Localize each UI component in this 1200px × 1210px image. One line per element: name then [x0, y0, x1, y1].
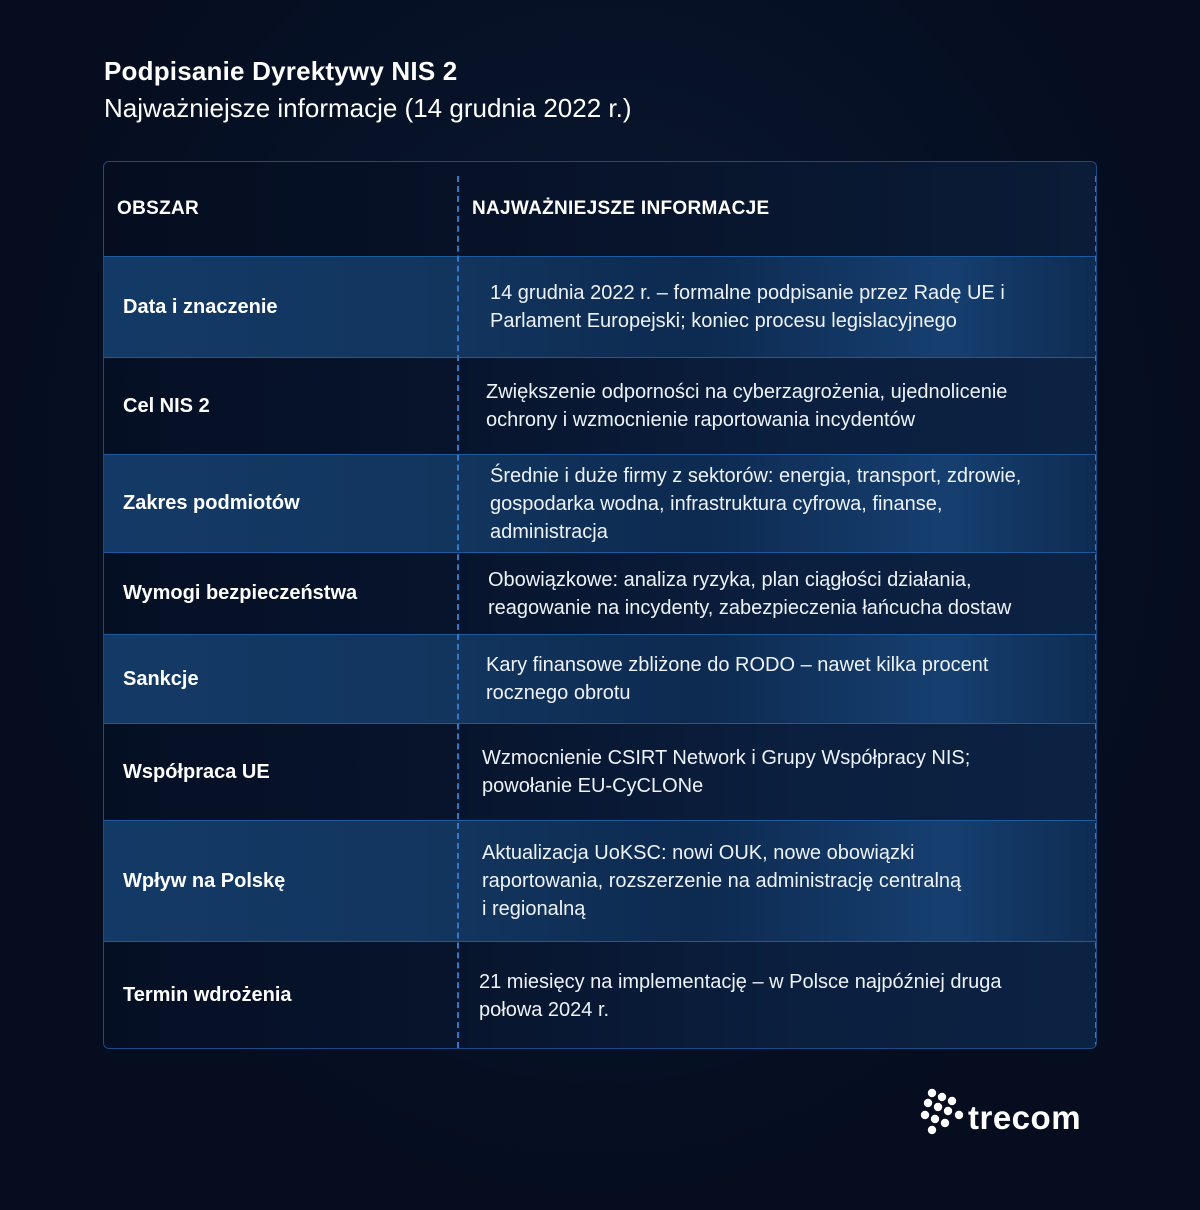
trecom-logo [920, 1088, 1105, 1136]
row-area-label: Sankcje [123, 667, 199, 690]
dots-logo-icon [920, 1088, 968, 1136]
logo-wordmark: trecom [968, 1099, 1082, 1136]
page-title: Podpisanie Dyrektywy NIS 2 [104, 56, 458, 86]
table-right-border [1095, 176, 1097, 1048]
row-info-text: 14 grudnia 2022 r. – formalne podpisanie przez Radę UE i Parlament Europejski; koniec procesu legislacyjnego [490, 282, 1005, 332]
column-header-info: NAJWAŻNIEJSZE INFORMACJE [472, 198, 770, 219]
column-divider [457, 176, 459, 1048]
table-row [104, 358, 1096, 455]
info-table [103, 161, 1097, 1049]
table-row [104, 821, 1096, 942]
row-area-label: Wpływ na Polskę [123, 869, 286, 892]
row-info-text: Obowiązkowe: analiza ryzyka, plan ciągłości działania, reagowanie na incydenty, zabezpieczenia łańcucha dostaw [488, 568, 1012, 619]
row-area-label: Data i znaczenie [123, 295, 278, 318]
row-info-text: Zwiększenie odporności na cyberzagrożenia, ujednolicenie ochrony i wzmocnienie raportowania incydentów [486, 381, 1008, 431]
table-row [104, 635, 1096, 724]
table-row [104, 257, 1096, 358]
row-area-label: Wymogi bezpieczeństwa [123, 582, 358, 604]
row-info-text: Kary finansowe zbliżone do RODO – nawet kilka procent rocznego obrotu [486, 654, 989, 704]
row-area-label: Zakres podmiotów [123, 492, 300, 514]
table-row [104, 553, 1096, 635]
row-area-label: Termin wdrożenia [123, 984, 292, 1006]
page-subtitle: Najważniejsze informacje (14 grudnia 2022 r.) [104, 93, 632, 123]
table-header-row [104, 162, 1096, 257]
table-row [104, 942, 1096, 1049]
table-row [104, 455, 1096, 553]
row-area-label: Współpraca UE [123, 760, 270, 783]
row-info-text: Wzmocnienie CSIRT Network i Grupy Współpracy NIS; powołanie EU-CyCLONe [482, 747, 971, 797]
table-row [104, 724, 1096, 821]
row-info-text: Aktualizacja UoKSC: nowi OUK, nowe obowiązki raportowania, rozszerzenie na administrację centralną i regionalną [482, 842, 962, 920]
column-header-area: OBSZAR [117, 198, 200, 219]
row-info-text: 21 miesięcy na implementację – w Polsce najpóźniej druga połowa 2024 r. [479, 970, 1002, 1021]
row-area-label: Cel NIS 2 [123, 394, 210, 417]
row-info-text: Średnie i duże firmy z sektorów: energia, transport, zdrowie, gospodarka wodna, infrastruktura cyfrowa, finanse, administracja [490, 464, 1022, 543]
